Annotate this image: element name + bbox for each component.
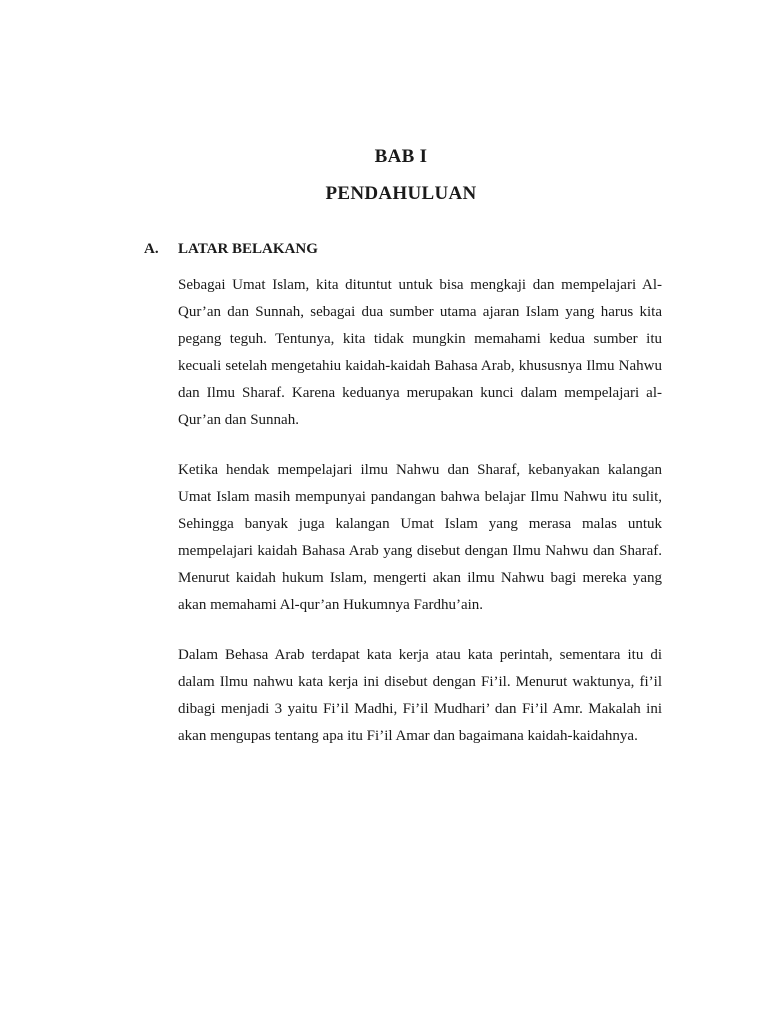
paragraph-1: Sebagai Umat Islam, kita dituntut untuk bisa mengkaji dan mempelajari Al-Qur’an dan Sunnah, sebagai dua sumber utama ajaran Islam yang harus kita pegang teguh. Tentunya, kita tidak mungkin memahami kedua sumber itu kecuali setelah mengetahiu kaidah-kaidah Bahasa Arab, khususnya Ilmu Nahwu dan Ilmu Sharaf. Karena keduanya merupakan kunci dalam mempelajari al-Qur’an dan Sunnah. — [178, 277, 662, 428]
section-title: LATAR BELAKANG — [178, 241, 318, 257]
chapter-title: PENDAHULUAN — [325, 183, 477, 204]
chapter-number: BAB I — [374, 146, 428, 167]
paragraph-3: Dalam Behasa Arab terdapat kata kerja atau kata perintah, sementara itu di dalam Ilmu nahwu kata kerja ini disebut dengan Fi’il. Menurut waktunya, fi’il dibagi menjadi 3 yaitu Fi’il Madhi, Fi’il Mudhari’ dan Fi’il Amr. Makalah ini akan mengupas tentang apa itu Fi’il Amar dan bagaimana kaidah-kaidahnya. — [178, 647, 662, 744]
paragraph-2: Ketika hendak mempelajari ilmu Nahwu dan Sharaf, kebanyakan kalangan Umat Islam masih mempunyai pandangan bahwa belajar Ilmu Nahwu itu sulit, Sehingga banyak juga kalangan Umat Islam yang merasa malas untuk mempelajari kaidah Bahasa Arab yang disebut dengan Ilmu Nahwu dan Sharaf. Menurut kaidah hukum Islam, mengerti akan ilmu Nahwu bagi mereka yang akan memahami Al-qur’an Hukumnya Fardhu’ain. — [178, 462, 662, 613]
section-letter: A. — [144, 241, 159, 257]
section-heading — [144, 241, 318, 258]
